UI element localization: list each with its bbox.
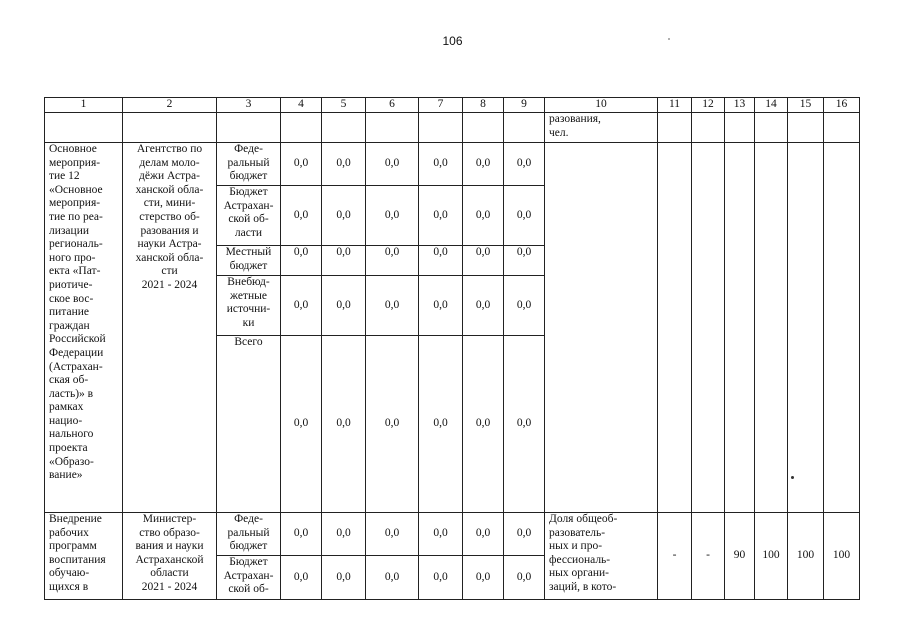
column-header: 10 xyxy=(545,98,658,113)
value-cell: 0,0 xyxy=(419,276,463,336)
value-cell: 0,0 xyxy=(281,276,322,336)
value-cell: 0,0 xyxy=(463,276,504,336)
target-value: - xyxy=(692,513,725,600)
funding-source: Местный бюджет xyxy=(217,246,281,276)
value-cell: 0,0 xyxy=(463,246,504,276)
value-cell: 0,0 xyxy=(366,336,419,513)
funding-source: Бюджет Астрахан- ской об- xyxy=(217,556,281,600)
value-cell: 0,0 xyxy=(504,336,545,513)
measure-name: Внедрение рабочих программ воспитания обучаю- щихся в xyxy=(45,513,123,600)
value-cell: 0,0 xyxy=(366,513,419,556)
value-cell: 0,0 xyxy=(419,186,463,246)
target-value: - xyxy=(658,513,692,600)
column-header: 9 xyxy=(504,98,545,113)
funding-source: Внебюд- жетные источни- ки xyxy=(217,276,281,336)
target-value: 100 xyxy=(755,513,788,600)
indicator-carryover: разования, чел. xyxy=(545,113,658,143)
value-cell: 0,0 xyxy=(504,143,545,186)
value-cell: 0,0 xyxy=(504,246,545,276)
value-cell: 0,0 xyxy=(366,186,419,246)
column-header: 6 xyxy=(366,98,419,113)
scan-mark xyxy=(791,476,794,479)
value-cell: 0,0 xyxy=(322,513,366,556)
value-cell: 0,0 xyxy=(419,246,463,276)
table-row xyxy=(45,513,860,556)
value-cell: 0,0 xyxy=(504,556,545,600)
value-cell: 0,0 xyxy=(322,143,366,186)
value-cell: 0,0 xyxy=(322,186,366,246)
value-cell: 0,0 xyxy=(504,513,545,556)
measure-name: Основное мероприя- тие 12 «Основное мероприя- тие по реа- лизации региональ- ного про- екта «Пат- риотиче- ское вос- питание граждан Российской Федерации (Астрахан- ская об- ласть)» в рамках нацио- нального проекта «Образо- вание» xyxy=(45,143,123,513)
target-value: 90 xyxy=(725,513,755,600)
table-row xyxy=(45,143,860,186)
value-cell: 0,0 xyxy=(419,556,463,600)
value-cell: 0,0 xyxy=(322,556,366,600)
value-cell: 0,0 xyxy=(419,513,463,556)
column-header: 11 xyxy=(658,98,692,113)
value-cell: 0,0 xyxy=(322,246,366,276)
value-cell: 0,0 xyxy=(463,186,504,246)
value-cell: 0,0 xyxy=(419,143,463,186)
value-cell: 0,0 xyxy=(463,556,504,600)
value-cell: 0,0 xyxy=(281,186,322,246)
column-header: 4 xyxy=(281,98,322,113)
value-cell: 0,0 xyxy=(281,556,322,600)
scan-mark xyxy=(668,38,670,40)
value-cell: 0,0 xyxy=(463,143,504,186)
measure-executor: Министер- ство образо- вания и науки Астраханской области 2021 - 2024 xyxy=(123,513,217,600)
indicator-name: Доля общеоб- разователь- ных и про- фессиональ- ных органи- заций, в кото- xyxy=(545,513,658,600)
funding-source: Всего xyxy=(217,336,281,513)
value-cell: 0,0 xyxy=(463,336,504,513)
value-cell: 0,0 xyxy=(322,276,366,336)
program-table xyxy=(44,97,860,600)
target-value: 100 xyxy=(824,513,860,600)
column-header: 12 xyxy=(692,98,725,113)
value-cell: 0,0 xyxy=(504,186,545,246)
value-cell: 0,0 xyxy=(366,143,419,186)
column-number-row xyxy=(45,98,860,113)
value-cell: 0,0 xyxy=(366,556,419,600)
funding-source: Бюджет Астрахан- ской об- ласти xyxy=(217,186,281,246)
column-header: 8 xyxy=(463,98,504,113)
funding-source: Феде- ральный бюджет xyxy=(217,513,281,556)
value-cell: 0,0 xyxy=(419,336,463,513)
carryover-row xyxy=(45,113,860,143)
column-header: 1 xyxy=(45,98,123,113)
column-header: 3 xyxy=(217,98,281,113)
value-cell: 0,0 xyxy=(463,513,504,556)
funding-source: Феде- ральный бюджет xyxy=(217,143,281,186)
column-header: 5 xyxy=(322,98,366,113)
value-cell: 0,0 xyxy=(322,336,366,513)
value-cell: 0,0 xyxy=(281,143,322,186)
column-header: 7 xyxy=(419,98,463,113)
value-cell: 0,0 xyxy=(366,276,419,336)
column-header: 14 xyxy=(755,98,788,113)
value-cell: 0,0 xyxy=(281,336,322,513)
value-cell: 0,0 xyxy=(504,276,545,336)
column-header: 15 xyxy=(788,98,824,113)
page-number: 106 xyxy=(442,34,463,48)
value-cell: 0,0 xyxy=(281,513,322,556)
column-header: 16 xyxy=(824,98,860,113)
value-cell: 0,0 xyxy=(366,246,419,276)
target-value: 100 xyxy=(788,513,824,600)
value-cell: 0,0 xyxy=(281,246,322,276)
measure-executor: Агентство по делам моло- дёжи Астра- ханской обла- сти, мини- стерство об- разования и науки Астра- ханской обла- сти 2021 - 2024 xyxy=(123,143,217,513)
column-header: 2 xyxy=(123,98,217,113)
column-header: 13 xyxy=(725,98,755,113)
